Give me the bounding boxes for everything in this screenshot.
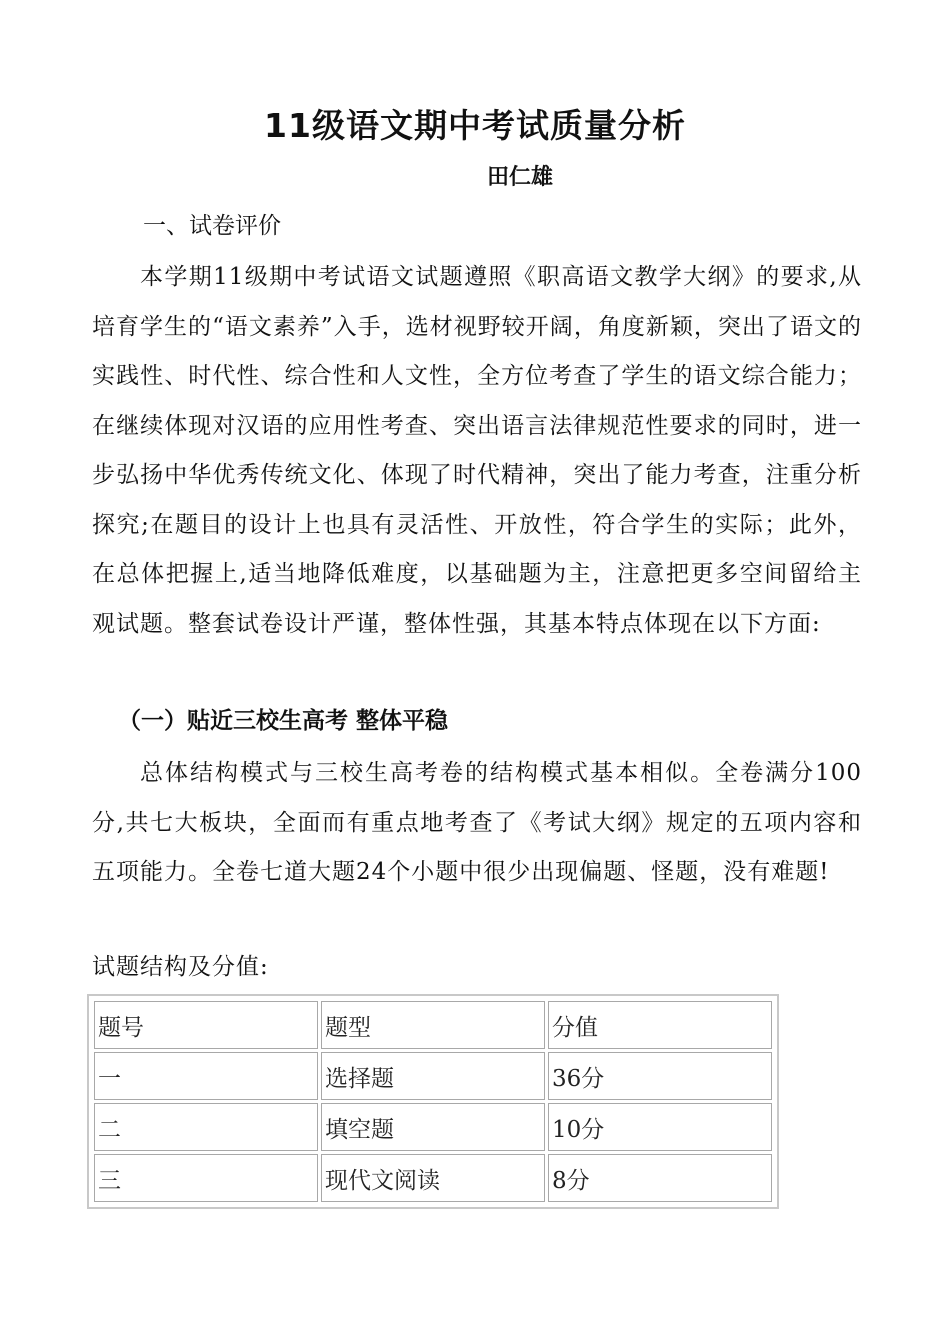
table-row bbox=[94, 1103, 772, 1151]
section-heading-1: 一、试卷评价 bbox=[143, 213, 281, 239]
table-header-row bbox=[94, 1001, 772, 1049]
table-cell: 36分 bbox=[548, 1052, 772, 1100]
paragraph-1: 本学期11级期中考试语文试题遵照《职高语文教学大纲》的要求,从培育学生的“语文素养”入手，选材视野较开阔，角度新颖，突出了语文的实践性、时代性、综合性和人文性，全方位考查了学生的语文综合能力；在继续体现对汉语的应用性考查、突出语言法律规范性要求的同时，进一步弘扬中华优秀传统文化、体现了时代精神，突出了能力考查，注重分析探究;在题目的设计上也具有灵活性、开放性，符合学生的实际；此外，在总体把握上,适当地降低难度，以基础题为主，注意把更多空间留给主观试题。整套试卷设计严谨，整体性强，其基本特点体现在以下方面: bbox=[92, 264, 862, 637]
table-cell: 一 bbox=[94, 1052, 318, 1100]
table-header-cell: 题型 bbox=[321, 1001, 545, 1049]
table-cell: 10分 bbox=[548, 1103, 772, 1151]
table-cell: 现代文阅读 bbox=[321, 1154, 545, 1202]
score-table bbox=[91, 998, 775, 1205]
table-row bbox=[94, 1052, 772, 1100]
document-author: 田仁雄 bbox=[486, 165, 553, 190]
document-title: 11级语文期中考试质量分析 bbox=[264, 106, 686, 145]
table-row bbox=[94, 1154, 772, 1202]
table-header-cell: 分值 bbox=[548, 1001, 772, 1049]
table-header-cell: 题号 bbox=[94, 1001, 318, 1049]
table-cell: 二 bbox=[94, 1103, 318, 1151]
table-caption: 试题结构及分值: bbox=[92, 954, 269, 980]
table-cell: 选择题 bbox=[321, 1052, 545, 1100]
score-table-frame bbox=[87, 994, 779, 1209]
subsection-heading-1: （一）贴近三校生高考 整体平稳 bbox=[118, 708, 449, 734]
paragraph-2: 总体结构模式与三校生高考卷的结构模式基本相似。全卷满分100分,共七大板块，全面而有重点地考查了《考试大纲》规定的五项内容和五项能力。全卷七道大题24个小题中很少出现偏题、怪题，没有难题! bbox=[92, 760, 862, 885]
table-cell: 三 bbox=[94, 1154, 318, 1202]
table-cell: 填空题 bbox=[321, 1103, 545, 1151]
table-cell: 8分 bbox=[548, 1154, 772, 1202]
